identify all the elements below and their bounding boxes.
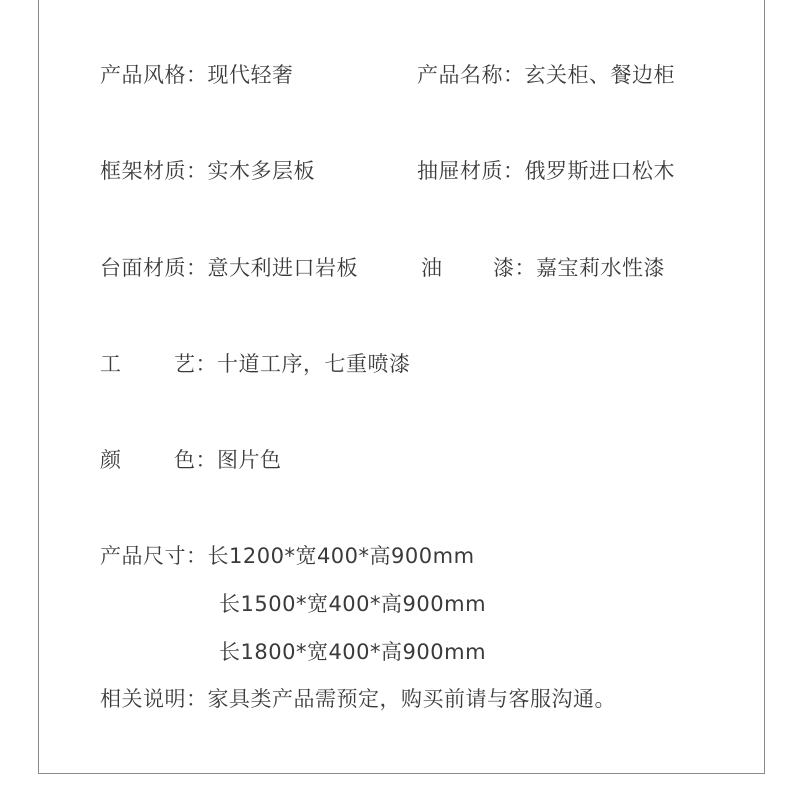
spec-style: [100, 62, 294, 88]
spec-drawer-material-value: 俄罗斯进口松木: [524, 159, 675, 183]
spec-top-material-value: 意大利进口岩板: [207, 256, 358, 280]
spec-size-line-3: [219, 639, 486, 665]
spec-size-label: 产品尺寸：: [100, 544, 208, 568]
spec-note: [100, 686, 616, 712]
spec-frame-material-label: 框架材质：: [100, 159, 208, 183]
spec-size: [100, 543, 475, 569]
spec-color: [100, 447, 282, 473]
spec-drawer-material-label: 抽屉材质：: [417, 159, 525, 183]
spec-color-label-b: 色：: [174, 448, 217, 472]
spec-craft-value: 十道工序，七重喷漆: [217, 352, 411, 376]
spec-size-value-1: 长1200*宽400*高900mm: [207, 544, 475, 568]
spec-color-value: 图片色: [217, 448, 282, 472]
spec-name: [417, 62, 675, 88]
spec-craft: [100, 351, 411, 377]
spec-size-line-2: [219, 591, 486, 617]
spec-color-label-a: 颜: [100, 448, 122, 472]
spec-size-value-2: 长1500*宽400*高900mm: [219, 592, 487, 616]
spec-style-label: 产品风格：: [100, 63, 208, 87]
spec-drawer-material: [417, 158, 675, 184]
spec-style-value: 现代轻奢: [207, 63, 294, 87]
spec-note-value: 家具类产品需预定，购买前请与客服沟通。: [207, 687, 616, 711]
spec-size-value-3: 长1800*宽400*高900mm: [219, 640, 487, 664]
spec-craft-label-b: 艺：: [174, 352, 217, 376]
spec-top-material-label: 台面材质：: [100, 256, 208, 280]
spec-note-label: 相关说明：: [100, 687, 208, 711]
spec-paint-label-b: 漆：: [493, 256, 536, 280]
spec-frame-material-value: 实木多层板: [207, 159, 315, 183]
spec-paint-label-a: 油: [421, 256, 443, 280]
spec-frame-material: [100, 158, 315, 184]
spec-name-label: 产品名称：: [417, 63, 525, 87]
spec-paint: [421, 255, 665, 281]
spec-paint-value: 嘉宝莉水性漆: [536, 256, 665, 280]
spec-top-material: [100, 255, 358, 281]
spec-name-value: 玄关柜、餐边柜: [524, 63, 675, 87]
spec-craft-label-a: 工: [100, 352, 122, 376]
